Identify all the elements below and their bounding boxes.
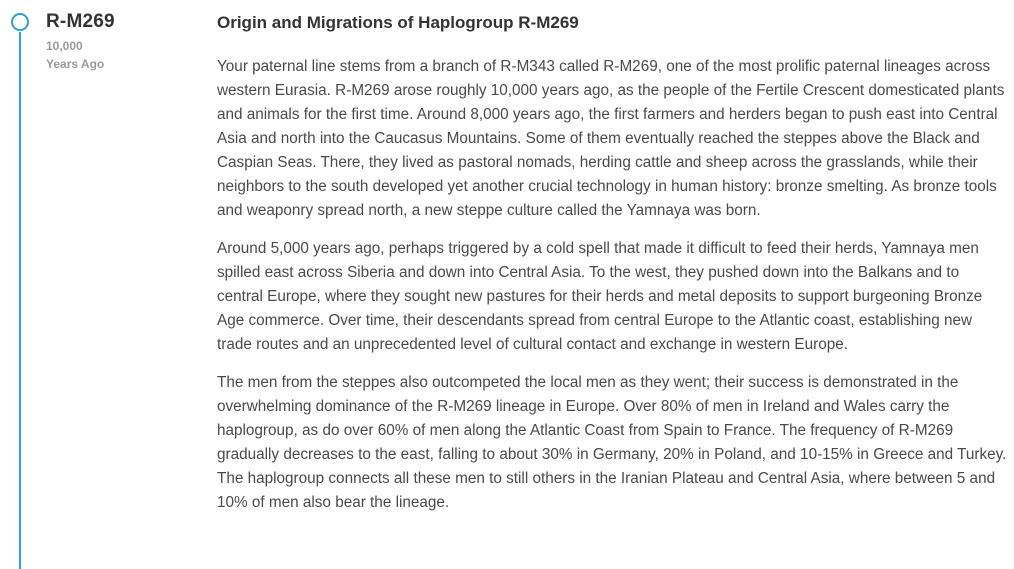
age-value: 10,000 [46,39,83,53]
article-title: Origin and Migrations of Haplogroup R-M269 [217,13,579,32]
article-paragraph: The men from the steppes also outcompeted the local men as they went; their success is demonstrated in the overwhelming dominance of the R-M269 lineage in Europe. Over 80% of men in Ireland and Wales carry the haplogroup, as do over 60% of men along the Atlantic Coast from Spain to France. The frequency of R-M269 gradually decreases to the east, falling to about 30% in Germany, 20% in Poland, and 10-15% in Greece and Turkey. The haplogroup connects all these men to still others in the Iranian Plateau and Central Asia, where between 5 and 10% of men also bear the lineage. [217,374,1007,511]
haplogroup-label: R-M269 [46,11,115,32]
timeline-line [19,32,21,569]
article [217,12,1007,529]
article-paragraph: Around 5,000 years ago, perhaps triggered by a cold spell that made it difficult to feed their herds, Yamnaya men spilled east across Siberia and down into Central Asia. To the west, they pushed down into the Balkans and to central Europe, where they sought new pastures for their herds and metal deposits to support burgeoning Bronze Age commerce. Over time, their descendants spread from central Europe to the Atlantic coast, establishing new trade routes and an unprecedented level of cultural contact and exchange in western Europe. [217,240,983,353]
timeline-node-icon[interactable] [11,13,29,31]
article-paragraph: Your paternal line stems from a branch of R-M343 called R-M269, one of the most prolific paternal lineages across western Eurasia. R-M269 arose roughly 10,000 years ago, as the people of the Fertile Crescent domesticated plants and animals for the first time. Around 8,000 years ago, the first farmers and herders began to push east into Central Asia and north into the Caucasus Mountains. Some of them eventually reached the steppes above the Black and Caspian Seas. There, they lived as pastoral nomads, herding cattle and sheep across the grasslands, while their neighbors to the south developed yet another crucial technology in human history: bronze smelting. As bronze tools and weaponry spread north, a new steppe culture called the Yamnaya was born. [217,58,1005,219]
age-unit: Years Ago [46,57,105,71]
